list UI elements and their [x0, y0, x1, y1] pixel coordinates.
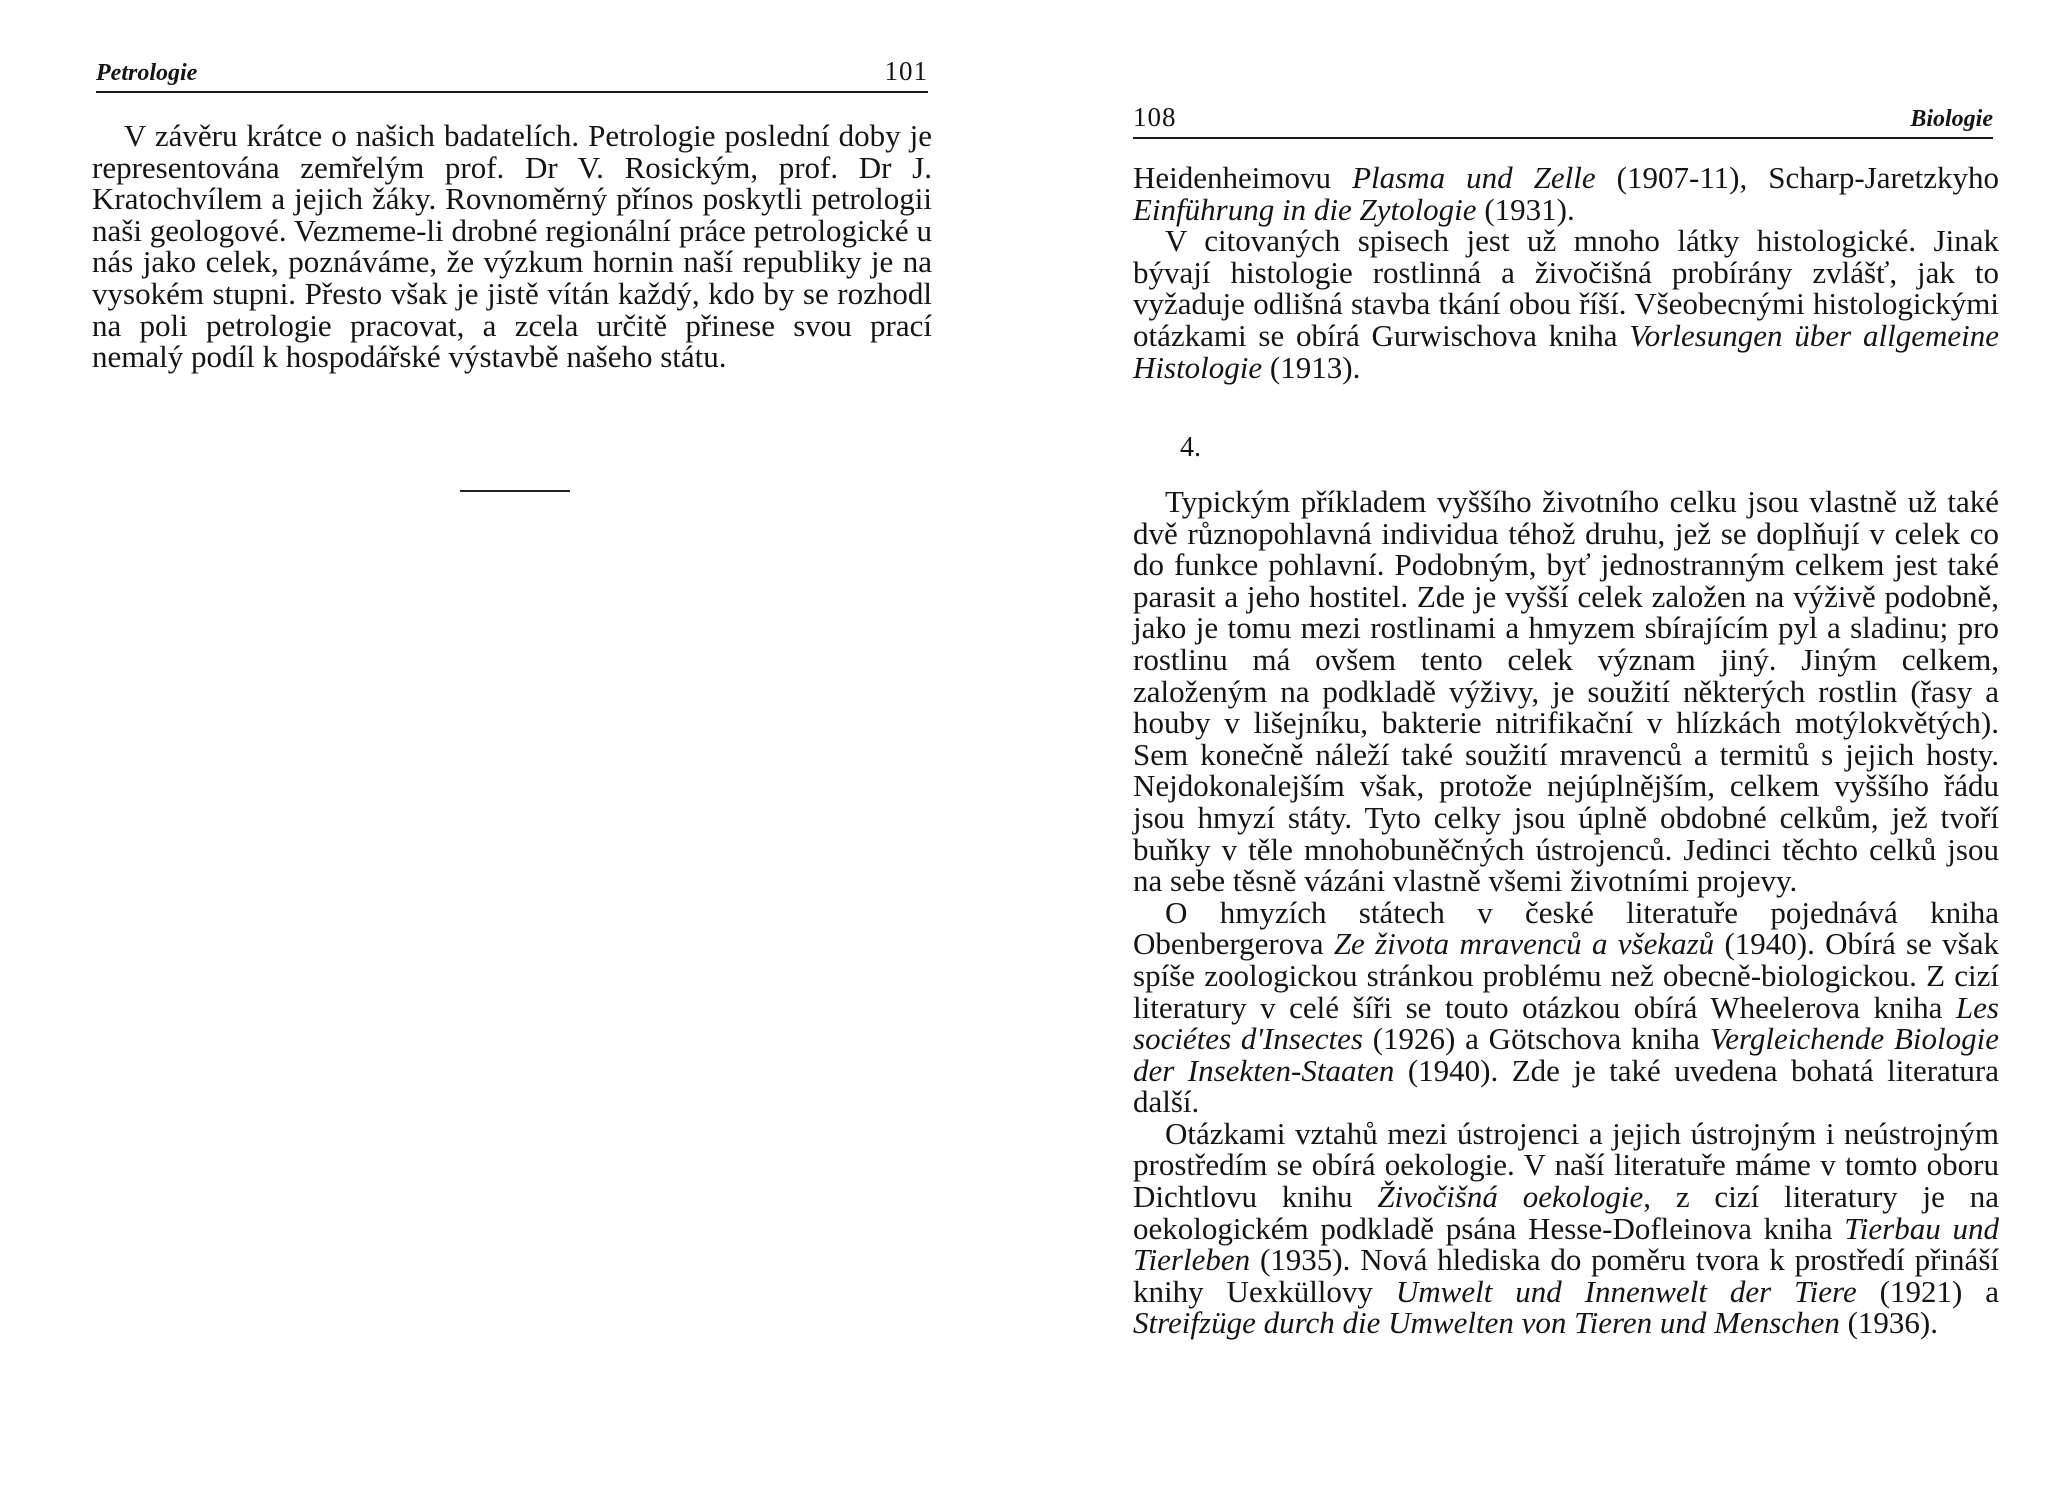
page-number-right: 108	[1133, 102, 1177, 132]
book-title: Vorlesungen über allgemeine Histologie	[1133, 317, 1999, 385]
paragraph-conclusion: V závěru krátce o našich badatelích. Petrologie poslední doby je representována zemřelým prof. Dr V. Rosickým, prof. Dr J. Kratochvílem a jejich žáky. Rovnoměrný přínos poskytli petrologii naši geologové. Vezmeme-li drobné regionální práce petrologické u nás jako celek, poznáváme, že výzkum hornin naší republiky je na vysokém stupni. Přesto však je jistě vítán každý, kdo by se rozhodl na poli petrologie pracovat, a zcela určitě přinese svou prací nemalý podíl k hospodářské výstavbě našeho státu.	[92, 118, 932, 375]
paragraph-ecology: Otázkami vztahů mezi ústrojenci a jejich ústrojným i neústrojným prostředím se obírá oekologie. V naší literatuře máme v tomto oboru Dichtlovu knihu Živočišná oekologie, z cizí literatury je na oekologickém podkladě psána Hesse-Dofleinova kniha Tierbau und Tierleben (1935). Nová hlediska do poměru tvora k prostředí přináší knihy Uexküllovy Umwelt und Innenwelt der Tiere (1921) a Streifzüge durch die Umwelten von Tieren und Menschen (1936).	[1133, 1115, 2000, 1341]
running-title-right: Biologie	[1910, 106, 1993, 132]
left-page-body	[92, 120, 932, 373]
book-title: Einführung in die Zytologie	[1133, 191, 1477, 227]
running-title-left: Petrologie	[96, 60, 198, 86]
book-title: Ze života mravenců a všekazů	[1333, 926, 1715, 962]
chapter-end-rule	[460, 490, 570, 492]
section-number: 4.	[1180, 432, 1201, 463]
page-number-left: 101	[884, 56, 928, 86]
book-title: Vergleichende Biologie der Insekten-Staaten	[1133, 1021, 1999, 1088]
paragraph-insect-states: O hmyzích státech v české literatuře pojednává kniha Obenbergerova Ze života mravenců a všekazů (1940). Obírá se však spíše zoologickou stránkou problému než obecně-biologickou. Z cizí literatury v celé šíři se touto otázkou obírá Wheelerova kniha Les sociétes d'Insectes (1926) a Götschova kniha Vergleichende Biologie der Insekten-Staaten (1940). Zde je také uvedena bohatá literatura další.	[1133, 894, 1999, 1120]
paragraph-higher-units: Typickým příkladem vyššího životního celku jsou vlastně už také dvě různopohlavná individua téhož druhu, jež se doplňují v celek co do funkce pohlavní. Podobným, byť jednostranným celkem jest také parasit a jeho hostitel. Zde je vyšší celek založen na výživě podobně, jako je tomu mezi rostlinami a hmyzem sbírajícím pyl a sladinu; pro rostlinu má ovšem tento celek význam jiný. Jiným celkem, založeným na podkladě výživy, je soužití některých rostlin (řasy a houby v lišejníku, bakterie nitrifikační v hlízkách motýlokvětých). Sem konečně náleží také soužití mravenců a termitů s jejich hosty. Nejdokonalejším však, protože nejúplnějším, celkem vyššího řádu jsou hmyzí státy. Tyto celky jsou úplně obdobné celkům, jež tvoří buňky v těle mnohobuněčných ústrojenců. Jedinci těchto celků jsou na sebe těsně vázáni vlastně všemi životními projevy.	[1133, 484, 1999, 899]
book-title: Tierbau und Tierleben	[1133, 1210, 2000, 1278]
left-page-header	[96, 56, 928, 93]
book-title: Les sociétes d'Insectes	[1133, 989, 1999, 1057]
book-title: Streifzüge durch die Umwelten von Tieren und Menschen	[1133, 1305, 1840, 1341]
book-title: Živočišná oekologie	[1377, 1179, 1644, 1215]
book-title: Plasma und Zelle	[1352, 160, 1596, 195]
paragraph-cytology-refs: Heidenheimovu Plasma und Zelle (1907-11), Scharp-Jaretzkyho Einführung in die Zytologie (1931).	[1133, 160, 1999, 227]
right-page-section	[1025, 0, 2050, 1500]
paragraph-histology: V citovaných spisech jest už mnoho látky histologické. Jinak bývají histologie rostlinná a živočišná probírány zvlášť, jak to vyžaduje odlišná stavba tkání obou říší. Všeobecnými histologickými otázkami se obírá Gurwischova kniha Vorlesungen über allgemeine Histologie (1913).	[1133, 223, 1999, 385]
book-title: Umwelt und Innenwelt der Tiere	[1395, 1273, 1857, 1309]
right-page-body-section	[1133, 486, 1999, 1339]
